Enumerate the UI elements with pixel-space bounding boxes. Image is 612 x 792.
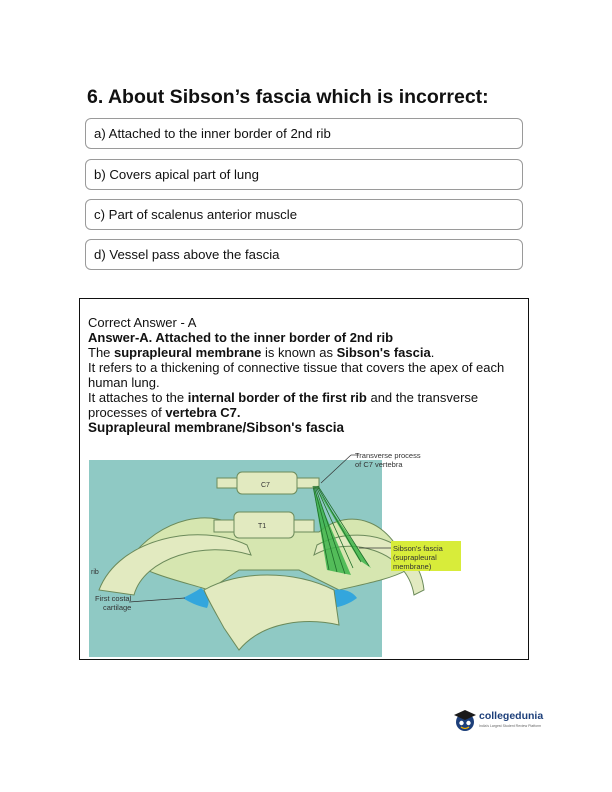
brand-name: collegedunia: [479, 710, 544, 722]
option-c[interactable]: c) Part of scalenus anterior muscle: [85, 199, 523, 230]
sibson-fascia-diagram: [89, 450, 471, 657]
correct-answer-line: Correct Answer - A: [88, 315, 197, 330]
c7-transverse-process: [297, 478, 319, 488]
brand-tagline: India's Largest Student Review Platform: [479, 724, 542, 728]
transverse-process-label-1: Transverse process: [355, 451, 421, 460]
option-a[interactable]: a) Attached to the inner border of 2nd rib: [85, 118, 523, 149]
explanation-2: It refers to a thickening of connective tissue that covers the apex of each human lung.: [88, 360, 505, 390]
answer-line: Answer-A. Attached to the inner border of 2nd rib: [88, 330, 394, 345]
option-d[interactable]: d) Vessel pass above the fascia: [85, 239, 523, 270]
option-b[interactable]: b) Covers apical part of lung: [85, 159, 523, 190]
rib-label: rib: [91, 569, 99, 576]
costal-cartilage-label-1: First costal: [95, 594, 132, 603]
c7-label: C7: [261, 482, 270, 489]
sibson-label-1: Sibson's fascia: [393, 544, 443, 553]
collegedunia-logo: [452, 705, 572, 735]
t1-label: T1: [258, 523, 267, 530]
graduate-cap-icon: [452, 707, 478, 733]
answer-box: [79, 298, 529, 660]
costal-cartilage-label-2: cartilage: [103, 603, 132, 612]
explanation-1: The suprapleural membrane is known as Sibson's fascia.: [88, 345, 435, 360]
explanation-3: It attaches to the internal border of the first rib and the transverse processes of vertebra C7.: [88, 390, 479, 420]
transverse-process-label-2: of C7 vertebra: [355, 460, 403, 469]
answer-text: [88, 315, 528, 435]
sibson-label-3: membrane): [393, 562, 432, 571]
question-title: 6. About Sibson’s fascia which is incorrect:: [87, 86, 489, 108]
sibson-label-2: (suprapleural: [393, 553, 437, 562]
figure-heading: Suprapleural membrane/Sibson's fascia: [88, 420, 345, 435]
